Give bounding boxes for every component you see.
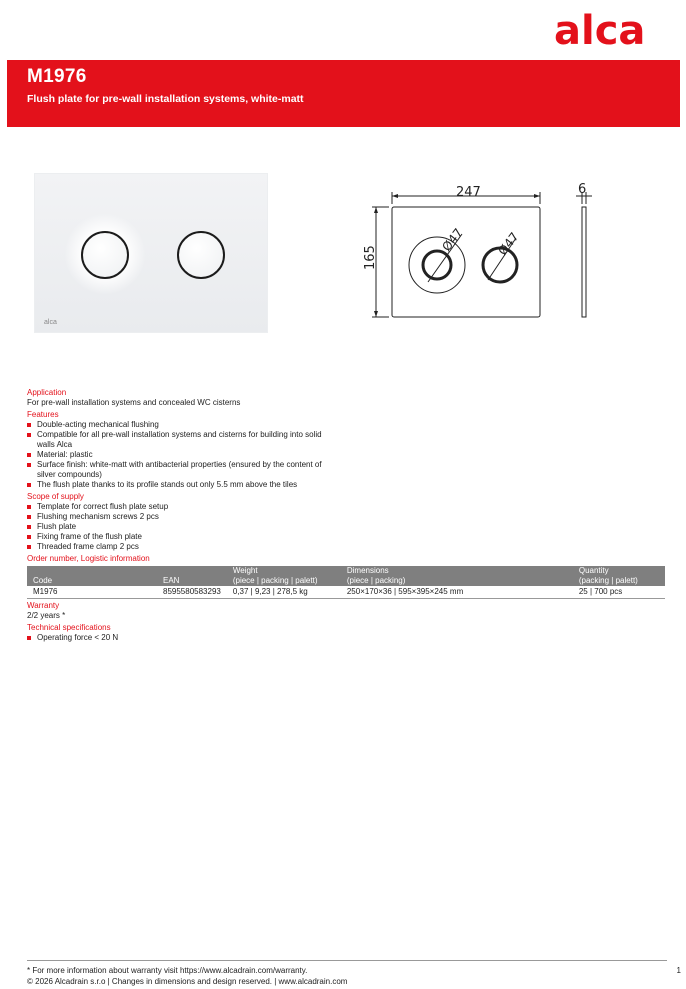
- feature-item: Double-acting mechanical flushing: [27, 420, 337, 430]
- tech-title: Technical specifications: [27, 623, 111, 632]
- application-title: Application: [27, 388, 67, 397]
- warranty-text: 2/2 years *: [27, 611, 66, 620]
- features-list: [27, 420, 667, 490]
- product-subtitle: Flush plate for pre-wall installation systems, white-matt: [27, 93, 304, 105]
- cell-code: M1976: [27, 586, 157, 599]
- product-code: M1976: [27, 66, 87, 87]
- cell-dimensions: 250×170×36 | 595×395×245 mm: [341, 586, 573, 599]
- tech-list: [27, 633, 667, 643]
- spec-content: [27, 386, 667, 643]
- feature-item: Compatible for all pre-wall installation systems and cisterns for building into solid walls Alca: [27, 430, 337, 450]
- table-header-row: [27, 566, 665, 586]
- order-title: Order number, Logistic information: [27, 554, 150, 563]
- features-title: Features: [27, 410, 59, 419]
- page-number: 1: [676, 966, 681, 975]
- th-ean: EAN: [157, 566, 227, 586]
- product-photo: [34, 173, 268, 333]
- feature-item: Surface finish: white-matt with antibacterial properties (ensured by the content of silver compounds): [27, 460, 337, 480]
- th-quantity: Quantity (packing | palett): [573, 566, 665, 586]
- technical-drawing: [352, 182, 602, 322]
- feature-item: Material: plastic: [27, 450, 337, 460]
- dim-diameter-2: Ø47: [495, 229, 522, 258]
- cell-weight: 0,37 | 9,23 | 278,5 kg: [227, 586, 341, 599]
- dim-width: 247: [456, 185, 481, 200]
- footer-warranty-note: * For more information about warranty visit https://www.alcadrain.com/warranty.: [27, 966, 308, 975]
- scope-item: Flush plate: [27, 522, 667, 532]
- scope-list: [27, 502, 667, 552]
- dim-height: 165: [363, 245, 378, 270]
- table-row: [27, 586, 665, 599]
- th-dimensions: Dimensions (piece | packing): [341, 566, 573, 586]
- scope-item: Template for correct flush plate setup: [27, 502, 667, 512]
- warranty-title: Warranty: [27, 601, 60, 610]
- flush-button-small: [177, 231, 225, 279]
- cell-quantity: 25 | 700 pcs: [573, 586, 665, 599]
- alca-logo: [554, 8, 672, 52]
- scope-title: Scope of supply: [27, 492, 84, 501]
- cell-ean: 8595580583293: [157, 586, 227, 599]
- scope-item: Flushing mechanism screws 2 pcs: [27, 512, 667, 522]
- feature-item: The flush plate thanks to its profile stands out only 5.5 mm above the tiles: [27, 480, 337, 490]
- application-text: For pre-wall installation systems and concealed WC cisterns: [27, 398, 241, 407]
- th-code: Code: [27, 566, 157, 586]
- title-banner: [7, 60, 680, 127]
- footer: [27, 960, 681, 987]
- logo-text: alca: [554, 8, 646, 52]
- dim-diameter-1: Ø47: [439, 225, 466, 254]
- side-profile: [582, 207, 586, 317]
- dim-depth: 6: [578, 182, 587, 197]
- photo-brand-mark: alca: [44, 319, 57, 326]
- scope-item: Threaded frame clamp 2 pcs: [27, 542, 667, 552]
- th-weight: Weight (piece | packing | palett): [227, 566, 341, 586]
- flush-button-large: [81, 231, 129, 279]
- footer-copyright: © 2026 Alcadrain s.r.o | Changes in dimensions and design reserved. | www.alcadrain.com: [27, 977, 348, 986]
- scope-item: Fixing frame of the flush plate: [27, 532, 667, 542]
- logistics-table: [27, 566, 665, 599]
- tech-item: Operating force < 20 N: [27, 633, 667, 643]
